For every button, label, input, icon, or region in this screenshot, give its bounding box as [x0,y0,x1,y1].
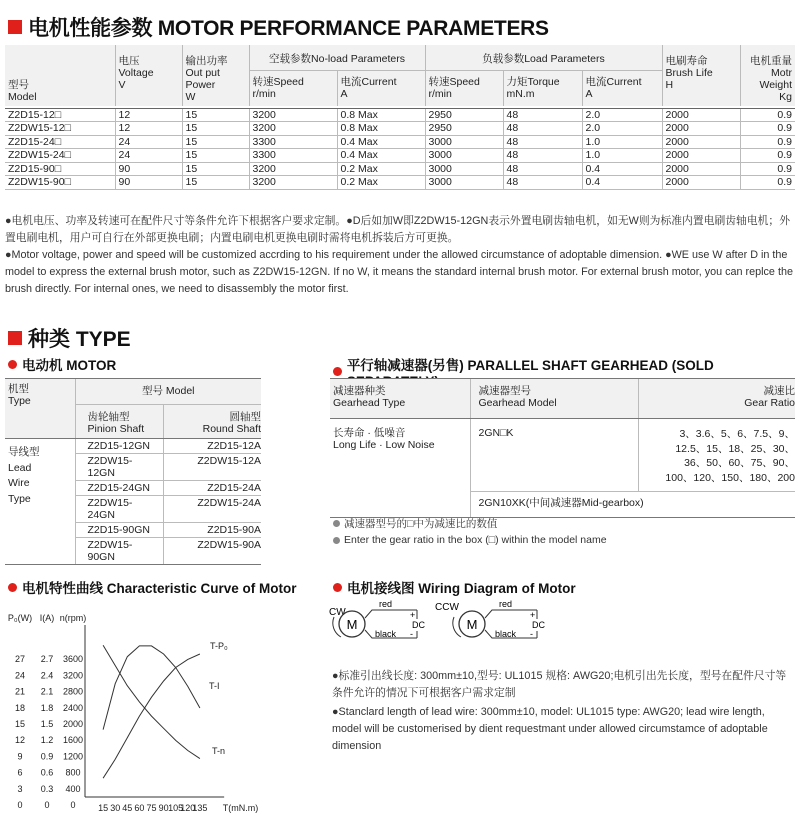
y-tick-label: 0 [17,800,23,810]
table-cell: 3200 [249,108,337,122]
load-header: 负载参数Load Parameters [425,45,662,71]
table-cell: Z2D15-24□ [5,135,115,149]
pinion-model: Z2DW15-90GN [75,538,163,565]
table-row [5,162,795,176]
type-title-text: 种类 TYPE [28,328,131,351]
table-cell: Z2DW15-90□ [5,176,115,190]
table-cell: 2000 [662,108,740,122]
y-tick-label: 1.5 [40,719,54,729]
perf-section-title [8,12,549,42]
y-tick-label: 1200 [62,751,84,762]
perf-note-cn: ●电机电压、功率及转速可在配件尺寸等条件允许下根据客户要求定制。●D后如加W即Z2DW15-12GN表示外置电刷齿轴电机，如无W则为标准内置电刷齿轴电机；外置电刷电机，用户可自行在外部更换电刷；内置电刷电机更换电刷时需将电机拆装后方可更换。 [5,215,791,244]
y-tick-label: 3 [17,783,23,794]
svg-text:-: - [410,629,413,639]
table-cell: 48 [503,108,582,122]
x-tick-label: 120 [180,803,196,813]
gear-note-cn: 减速器型号的□中为减速比的数值 [333,516,497,531]
motor-model-header: 型号 Model [75,379,261,405]
type-section-title [8,323,131,353]
gear-note-en: Enter the gear ratio in the box (□) within the model name [333,534,607,546]
voltage-header: 电压 Voltage V [115,45,182,106]
table-cell: 3000 [425,176,503,190]
table-cell: 3000 [425,149,503,163]
noload-header: 空载参数No-load Parameters [249,45,425,71]
table-cell: 48 [503,176,582,190]
wiring-note-en: ●Stanclard length of lead wire: 300mm±10, model: UL1015 type: AWG20; lead wire length, model will be customerised by dient requestmant under allowed circumstamce of adoptable dimension [332,706,768,752]
table-cell: 1.0 [582,135,662,149]
gear-model-2: 2GN10XK(中间减速器Mid-gearbox) [470,492,795,518]
table-cell: 15 [182,176,249,190]
table-cell: 48 [503,149,582,163]
pinion-model: Z2DW15-24GN [75,496,163,523]
curve-subtitle: 电机特性曲线 Characteristic Curve of Motor [8,577,297,597]
table-cell: 0.9 [740,176,795,190]
gear-ratio-header: 减速比 Gear Ratio [638,379,795,419]
load-speed-header: 转速Speed r/min [425,71,503,107]
y-tick-label: 2.7 [40,654,54,665]
y-tick-label: 0.9 [40,751,54,762]
table-cell: 0.4 [582,176,662,190]
table-cell: 3300 [249,135,337,149]
gear-type-value: 长寿命 · 低噪音 Long Life · Low Noise [330,419,470,518]
round-header: 圆轴型 Round Shaft [163,405,261,439]
table-cell: 0.9 [740,149,795,163]
table-cell: 0.9 [740,122,795,136]
ccw-diagram [435,599,545,639]
table-cell: Z2DW15-12□ [5,122,115,136]
motor-table [5,378,261,565]
round-model: Z2DW15-24A [163,496,261,523]
noload-current-header: 电流Current A [337,71,425,107]
red-dot-marker [333,367,342,376]
red-dot-marker [8,583,17,592]
table-cell: 2000 [662,149,740,163]
wiring-diagram [325,595,615,645]
y-tick-label: 3600 [62,654,84,665]
table-cell: 2950 [425,108,503,122]
gear-model-1: 2GN□K [470,419,638,492]
table-cell: 48 [503,162,582,176]
series-label: T-I [209,681,220,691]
black-wire-label: black [375,629,397,639]
table-cell: 0.4 Max [337,149,425,163]
axis-header: I(A) [39,613,55,623]
table-cell: 15 [182,122,249,136]
gray-dot-marker [333,520,340,527]
y-tick-label: 6 [17,767,23,778]
y-tick-label: 2400 [62,702,84,713]
gear-ratio-list: 3、3.6、5、6、7.5、9、 12.5、15、18、25、30、 36、50、60、75、90、 100、120、150、180、200 [638,419,795,492]
pinion-model: Z2D15-90GN [75,523,163,538]
axis-header: P₀(W) [7,613,33,623]
y-tick-label: 21 [14,686,26,697]
table-row [5,439,261,454]
gear-model-header: 减速器型号 Gearhead Model [470,379,638,419]
table-row [5,135,795,149]
x-tick-label: 30 [110,803,121,813]
wiring-subtitle: 电机接线图 Wiring Diagram of Motor [333,577,576,597]
y-tick-label: 27 [14,654,26,665]
table-cell: 3000 [425,135,503,149]
performance-table [5,45,795,190]
y-tick-label: 2.4 [40,670,54,681]
y-tick-label: 2000 [62,719,84,729]
cw-label: CW [329,607,346,618]
x-tick-label: 15 [98,803,109,813]
svg-text:M: M [346,617,358,632]
series-line-2 [103,645,200,758]
svg-text:M: M [466,617,478,632]
round-model: Z2D15-90A [163,523,261,538]
table-cell: 12 [115,122,182,136]
y-tick-label: 24 [14,670,26,681]
red-dot-marker [8,360,17,369]
motor-subtitle: 电动机 MOTOR [8,354,116,374]
pinion-model: Z2DW15-12GN [75,454,163,481]
x-tick-label: 60 [134,803,145,813]
gear-subtitle: 平行轴减速器(另售) PARALLEL SHAFT GEARHEAD (SOLD [333,354,800,389]
noload-speed-header: 转速Speed r/min [249,71,337,107]
table-cell: 0.8 Max [337,108,425,122]
x-tick-label: 45 [122,803,133,813]
table-cell: 15 [182,162,249,176]
table-row [5,108,795,122]
y-tick-label: 2.1 [40,686,54,697]
power-header: 输出功率 Out put Power W [182,45,249,106]
table-cell: 2000 [662,122,740,136]
series-label: T-n [212,746,226,756]
y-tick-label: 12 [14,735,26,746]
table-cell: 2.0 [582,122,662,136]
gear-table [330,378,795,518]
y-tick-label: 0.3 [40,783,54,794]
red-dot-marker [333,583,342,592]
y-tick-label: 1600 [62,735,84,746]
characteristic-curve-chart [0,605,320,820]
x-tick-label: 135 [192,803,208,813]
round-model: Z2DW15-12A [163,454,261,481]
load-current-header: 电流Current A [582,71,662,107]
model-header: 型号 Model [8,79,37,103]
table-cell: 0.8 Max [337,122,425,136]
table-cell: 90 [115,162,182,176]
series-line-0 [103,646,200,730]
svg-text:-: - [530,629,533,639]
table-cell: 0.9 [740,135,795,149]
x-tick-label: 75 [146,803,157,813]
table-cell: Z2DW15-24□ [5,149,115,163]
table-cell: 0.9 [740,162,795,176]
table-cell: 24 [115,149,182,163]
red-wire-label: red [379,599,393,609]
y-tick-label: 400 [65,783,81,794]
table-row [5,176,795,190]
table-cell: 3200 [249,176,337,190]
table-cell: 0.2 Max [337,176,425,190]
table-cell: 3200 [249,122,337,136]
table-cell: 2000 [662,135,740,149]
round-model: Z2D15-24A [163,481,261,496]
y-tick-label: 3200 [62,670,84,681]
y-tick-label: 15 [14,719,26,729]
table-cell: 2000 [662,162,740,176]
weight-header: 电机重量 Motr Weight Kg [740,45,795,106]
table-cell: 90 [115,176,182,190]
x-tick-label: 105 [168,803,184,813]
table-cell: Z2D15-12□ [5,108,115,122]
axis-header: n(rpm) [59,613,87,623]
y-tick-label: 0 [44,800,50,810]
torque-header: 力矩Torque mN.m [503,71,582,107]
brush-life-header: 电刷寿命 Brush Life H [662,45,740,106]
ccw-label: CCW [435,602,459,613]
perf-title-text: 电机性能参数 MOTOR PERFORMANCE PARAMETERS [28,17,549,40]
table-cell: 0.9 [740,108,795,122]
table-cell: 12 [115,108,182,122]
perf-note-en: ●Motor voltage, power and speed will be customized accrding to his requirement under the allowed circumstance of adoptable dimension. ●WE use W after D in the model to express the external brush motor, such as Z2DW15-12GN. If no W, it means the standard internal brush motor. For external brush motor, you can replce the brush directly. For internal ones, we need to disassembly the motor first. [5,249,793,295]
series-label: T-P₀ [210,641,228,651]
y-tick-label: 9 [17,751,23,762]
table-cell: 2000 [662,176,740,190]
table-cell: 1.0 [582,149,662,163]
table-cell: 15 [182,149,249,163]
table-cell: 48 [503,122,582,136]
red-square-marker [8,20,22,34]
y-tick-label: 800 [65,767,81,778]
round-model: Z2DW15-90A [163,538,261,565]
svg-text:+: + [530,610,536,620]
table-row [5,122,795,136]
y-tick-label: 0.6 [40,767,54,778]
pinion-header: 齿轮轴型 Pinion Shaft [75,405,163,439]
table-cell: 0.4 Max [337,135,425,149]
table-cell: 15 [182,108,249,122]
gray-dot-marker [333,537,340,544]
y-tick-label: 0 [70,800,76,810]
y-tick-label: 1.8 [40,702,54,713]
table-cell: 2.0 [582,108,662,122]
dc-label: DC [532,620,545,630]
table-cell: 2950 [425,122,503,136]
table-row [5,149,795,163]
table-cell: 3200 [249,162,337,176]
black-wire-label: black [495,629,517,639]
dc-label: DC [412,620,425,630]
pinion-model: Z2D15-24GN [75,481,163,496]
wiring-note-cn: ●标准引出线长度: 300mm±10,型号: UL1015 规格: AWG20;电机引出先长度，型号在配件尺寸等条件允许的情况下可根据客户需求定制 [332,670,787,699]
motor-type-value: 导线型 Lead Wire Type [5,439,75,565]
table-cell: 48 [503,135,582,149]
x-tick-label: 90 [158,803,169,813]
svg-text:+: + [410,610,416,620]
x-axis-label: T(mN.m) [222,803,259,813]
motor-type-header: 机型 Type [5,379,75,439]
cw-diagram [329,599,425,639]
round-model: Z2D15-12A [163,439,261,454]
y-tick-label: 2800 [62,686,84,697]
table-cell: 24 [115,135,182,149]
red-square-marker [8,331,22,345]
table-cell: 3000 [425,162,503,176]
table-cell: Z2D15-90□ [5,162,115,176]
red-wire-label: red [499,599,513,609]
gear-type-header: 减速器种类 Gearhead Type [330,379,470,419]
table-cell: 0.4 [582,162,662,176]
y-tick-label: 1.2 [40,735,54,746]
pinion-model: Z2D15-12GN [75,439,163,454]
table-cell: 15 [182,135,249,149]
table-cell: 0.2 Max [337,162,425,176]
y-tick-label: 18 [14,702,26,713]
table-cell: 3300 [249,149,337,163]
